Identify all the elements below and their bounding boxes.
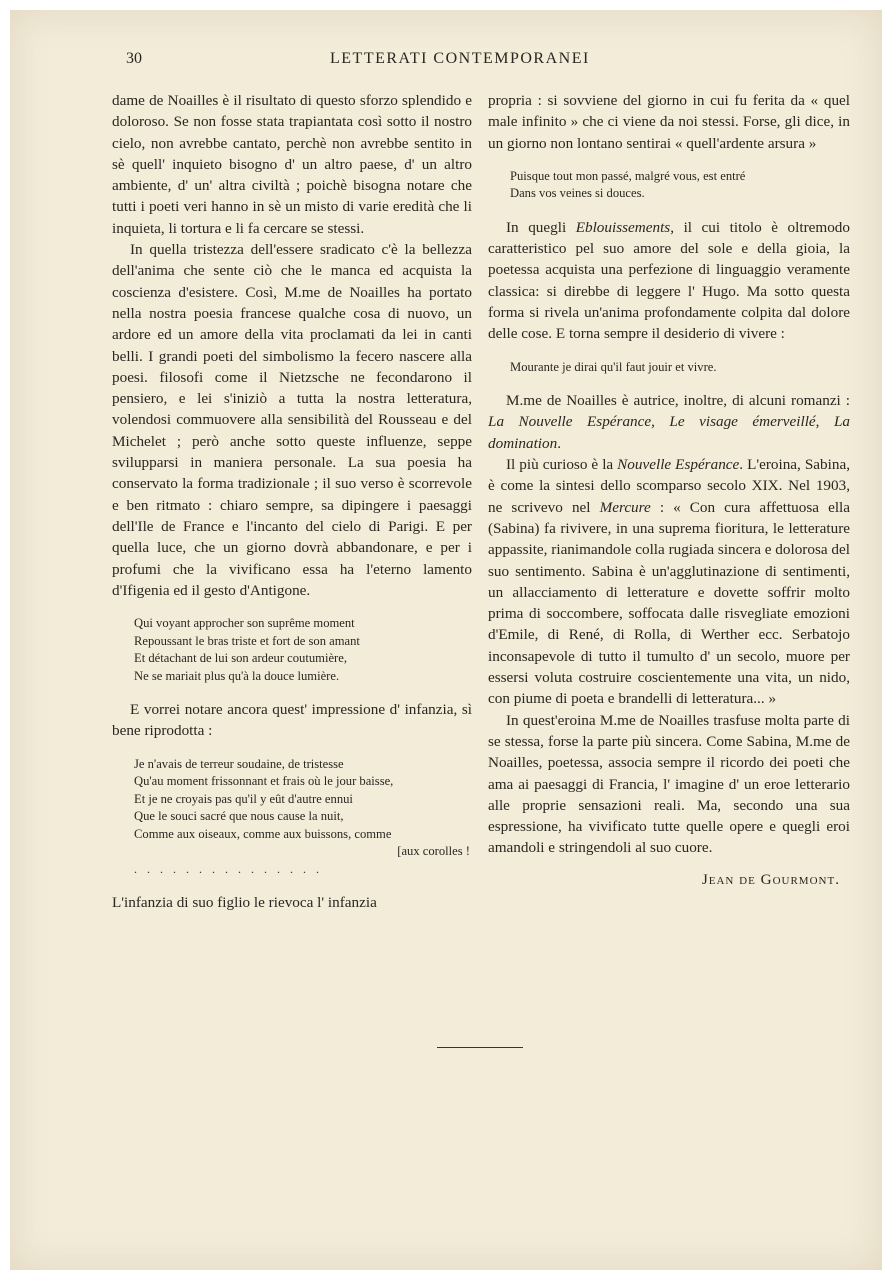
poem-line: Mourante je dirai qu'il faut jouir et vivre. xyxy=(510,359,717,374)
poem-line-continuation: [aux corolles ! xyxy=(397,844,470,859)
poem-line: Repoussant le bras triste et fort de son amant xyxy=(134,633,360,648)
paragraph xyxy=(488,217,850,345)
running-title: LETTERATI CONTEMPORANEI xyxy=(330,50,590,67)
book-title: La domination xyxy=(488,413,850,452)
text-run: Il più curioso è la xyxy=(506,456,618,474)
poem-line: Et je ne croyais pas qu'il y eût d'autre ennui xyxy=(134,791,353,806)
page-number: 30 xyxy=(126,50,142,67)
text-run: : « Con cura affettuosa ella (Sabina) fa rivivere, in una suprema fioritura, le letterature appassite, rianimandole colla rugiada sincera e dolorosa del suo sentimento. Sabina è un'agglutinazione di sentimenti, un allacciamento di letterature e dovette soffrir molto prima di soccombere, soffocata dalle risvegliate emozioni d'Emile, di René, di Rolla, di Werther ecc. Serbatojo inconsapevole di tutto il tumulto d' un secolo, muore per essersi voluta costruire coscientemente una vita, un nido, con piume di poeta e brandelli di letteratura... » xyxy=(488,498,850,708)
poem-line: Qui voyant approcher son suprême moment xyxy=(134,616,355,631)
poem-quote xyxy=(510,168,850,203)
author-signature: Jean de Gourmont. xyxy=(701,870,840,888)
book-title: La Nouvelle Espérance xyxy=(488,413,652,431)
book-title: Le visage émerveillé xyxy=(669,413,816,431)
ellipsis-dots: ............... xyxy=(134,861,329,876)
poem-line: Dans vos veines si douces. xyxy=(510,186,645,201)
poem-line: Ne se mariait plus qu'à la douce lumière. xyxy=(134,668,340,683)
paragraph: propria : si sovviene del giorno in cui fu ferita da « quel male infinito » che ci viene da noi stessi. Forse, gli dice, in un giorno non lontano sentirai « quell'ardente arsura » xyxy=(488,92,850,152)
book-title: Eblouissements xyxy=(575,218,671,236)
poem-quote xyxy=(134,615,472,685)
poem-line: Qu'au moment frissonnant et frais où le jour baisse, xyxy=(134,774,394,789)
section-divider xyxy=(437,1047,523,1048)
journal-title: Mercure xyxy=(599,498,651,516)
text-run: In quegli xyxy=(506,218,576,236)
paragraph: E vorrei notare ancora quest' impressione d' infanzia, sì bene riprodotta : xyxy=(112,701,472,740)
poem-line: Et détachant de lui son ardeur coutumière, xyxy=(134,651,347,666)
text-run: . L'eroina, Sabina, è come la sintesi dello scomparso secolo XIX. Nel 1903, ne scrivevo nel xyxy=(488,456,850,516)
paragraph: In quest'eroina M.me de Noailles trasfuse molta parte di se stessa, forse la parte più sincera. Come Sabina, M.me de Noailles, poetessa, associa sempre il ricordo dei poeti che ama ai paesaggi di Francia, l' imagine d' un eroe letterario alle proprie sensazioni reali. Ma, secondo una sua espressione, ha vivificato tutte quelle opere e quegli eroi amandoli e stringendoli al suo cuore. xyxy=(488,711,850,857)
text-run: , xyxy=(651,413,670,431)
left-column xyxy=(112,90,472,914)
book-title: Nouvelle Espérance xyxy=(617,456,740,474)
text-run: M.me de Noailles è autrice, inoltre, di alcuni romanzi : xyxy=(506,392,850,410)
paragraph xyxy=(488,454,850,710)
poem-line: Je n'avais de terreur soudaine, de tristesse xyxy=(134,756,344,771)
text-run: , xyxy=(815,413,834,431)
poem-line: Comme aux oiseaux, comme aux buissons, comme xyxy=(134,826,392,841)
right-column xyxy=(488,90,850,890)
poem-quote xyxy=(134,756,472,879)
paragraph: In quella tristezza dell'essere sradicato c'è la bellezza dell'anima che sente ciò che le manca ed acquista la coscienza d'esistere. Così, M.me de Noailles ha portato nella nostra poesia francese qualche cosa di nuovo, un ardore ed un amore della vita proclamati da lei in canti belli. I grandi poeti del simbolismo la fecero nascere alla poesi. filosofi come il Nietzsche ne fecondarono il pensiero, e lei s'iniziò a tutta la nostra letteratura, volendosi commuovere alla sensibilità del Rousseau e del Michelet ; però anche sotto queste influenze, seppe svilupparsi in maniera personale. La sua poesia ha conservato la forma tradizionale ; il suo verso è scorrevole e ben ritmato : chiaro sempre, sa dipingere i paesaggi dell'Ile de France e l'incanto del cielo di Parigi. E per quella luce, che un giorno dovrà abbandonare, e per i profumi che la vivificano essa ha l'eterno lamento d'Ifigenia ed il gesto d'Antigone. xyxy=(112,241,472,599)
poem-line: Puisque tout mon passé, malgré vous, est entré xyxy=(510,168,746,183)
paragraph: dame de Noailles è il risultato di questo sforzo splendido e doloroso. Se non fosse stata trapiantata così sotto il nostro cielo, non avrebbe cantato, perchè non avrebbe sentito in sè quell' inquieto bisogno d' un altro paese, d' un altro ambiente, d' un' altra civiltà ; poichè bisogna notare che tutti i poeti veri hanno in sè un misto di varie eredità che li inquieta, li tortura e li fa cercare se stessi. xyxy=(112,92,472,237)
text-run: . xyxy=(557,434,561,452)
text-run: , il cui titolo è oltremodo caratteristico pel suo amore del sole e della gioia, la poetessa acquista una perfezione di linguaggio veramente classica: si direbbe di leggere l' Hugo. Ma sotto questa forma si rivela un'anima profondamente colpita dal dolore delle cose. E torna sempre il desiderio di vivere : xyxy=(488,218,850,343)
paragraph xyxy=(488,390,850,454)
paragraph: L'infanzia di suo figlio le rievoca l' infanzia xyxy=(112,894,377,912)
poem-line: Que le souci sacré que nous cause la nuit, xyxy=(134,809,344,824)
poem-quote xyxy=(510,359,850,377)
